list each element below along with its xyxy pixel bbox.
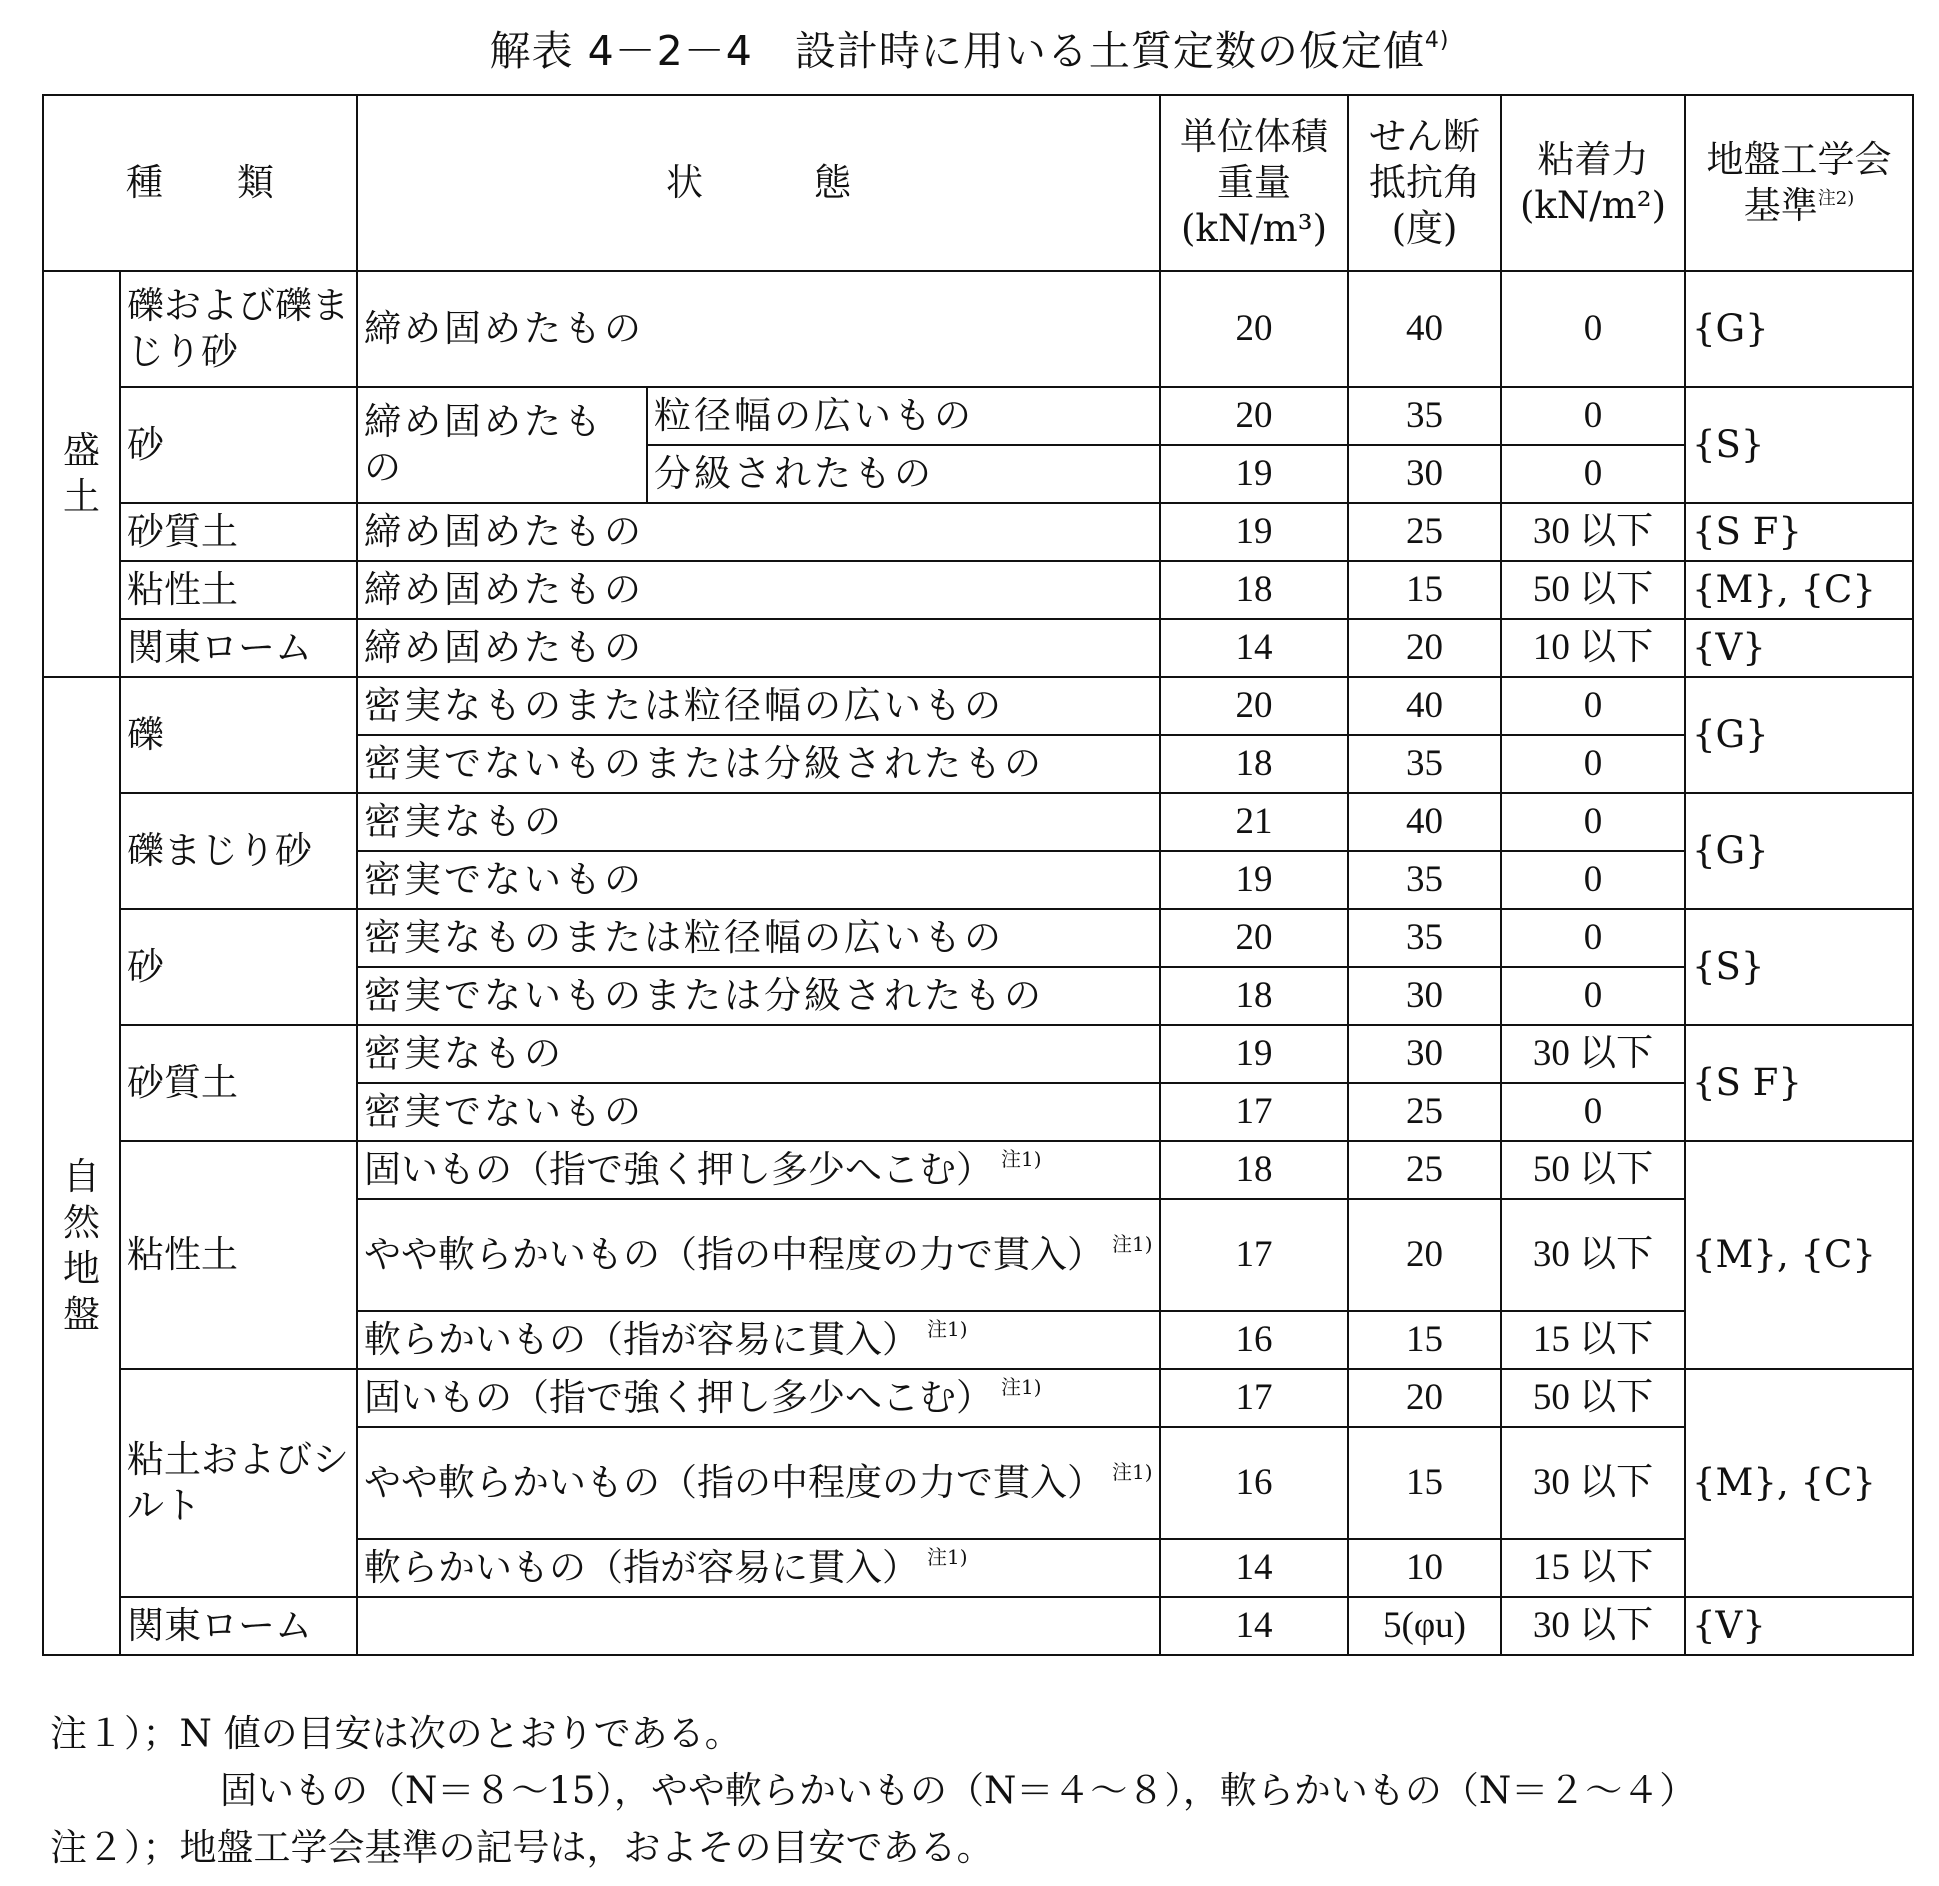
soil-state: 締め固めたもの: [357, 387, 647, 503]
shear-angle: 25: [1348, 503, 1501, 561]
unit-weight: 14: [1160, 1539, 1348, 1597]
soil-state: [357, 1141, 1160, 1199]
soil-state: 密実でないもの: [357, 1083, 1160, 1141]
header-type: 種 類: [43, 95, 357, 271]
soil-type: 粘土およびシルト: [120, 1369, 357, 1597]
cohesion: 15 以下: [1501, 1539, 1685, 1597]
header-cohesion: [1501, 95, 1685, 271]
jgs-symbol: {M}, {C}: [1685, 1141, 1913, 1369]
jgs-symbol: {S F}: [1685, 1025, 1913, 1141]
cohesion: 0: [1501, 735, 1685, 793]
soil-state: 締め固めたもの: [357, 561, 1160, 619]
unit-weight: 20: [1160, 387, 1348, 445]
jgs-symbol: {V}: [1685, 619, 1913, 677]
unit-weight: 19: [1160, 1025, 1348, 1083]
table-row: [43, 271, 1913, 387]
soil-state: 締め固めたもの: [357, 619, 1160, 677]
table-row: [43, 1597, 1913, 1655]
table-row: [43, 619, 1913, 677]
cohesion: 10 以下: [1501, 619, 1685, 677]
header-shear: [1348, 95, 1501, 271]
shear-angle: 15: [1348, 561, 1501, 619]
table-row: [43, 1141, 1913, 1199]
shear-angle: 40: [1348, 677, 1501, 735]
cohesion: 0: [1501, 1083, 1685, 1141]
soil-state-text: 軟らかいもの（指が容易に貫入）: [364, 1545, 919, 1589]
cohesion: 15 以下: [1501, 1311, 1685, 1369]
footnote-ref: 注1): [1001, 1374, 1042, 1399]
unit-weight: 19: [1160, 503, 1348, 561]
soil-type: 砂: [120, 387, 357, 503]
unit-weight: 17: [1160, 1369, 1348, 1427]
header-cohesion-unit: (kN/m²): [1519, 184, 1667, 227]
group-fill: 盛土: [43, 271, 120, 677]
table-row: [43, 1025, 1913, 1083]
shear-angle: 10: [1348, 1539, 1501, 1597]
soil-state-text: やや軟らかいもの（指の中程度の力で貫入）: [364, 1232, 1104, 1276]
header-unit-weight-label: 単位体積重量: [1180, 114, 1328, 204]
shear-angle: 35: [1348, 851, 1501, 909]
cohesion: 0: [1501, 967, 1685, 1025]
shear-angle: 35: [1348, 735, 1501, 793]
shear-angle: 20: [1348, 1369, 1501, 1427]
shear-angle: 30: [1348, 1025, 1501, 1083]
unit-weight: 18: [1160, 561, 1348, 619]
cohesion: 30 以下: [1501, 1025, 1685, 1083]
shear-angle: 25: [1348, 1141, 1501, 1199]
shear-angle: 20: [1348, 1199, 1501, 1311]
header-shear-label: せん断抵抗角: [1369, 114, 1480, 204]
unit-weight: 19: [1160, 445, 1348, 503]
soil-substate: 分級されたもの: [647, 445, 1160, 503]
table-row: [43, 503, 1913, 561]
header-jgs-note: 注2): [1817, 188, 1855, 209]
cohesion: 0: [1501, 445, 1685, 503]
jgs-symbol: {M}, {C}: [1685, 561, 1913, 619]
cohesion: 0: [1501, 851, 1685, 909]
unit-weight: 20: [1160, 909, 1348, 967]
soil-state: [357, 1539, 1160, 1597]
shear-angle: 25: [1348, 1083, 1501, 1141]
cohesion: 0: [1501, 387, 1685, 445]
soil-state: 密実なものまたは粒径幅の広いもの: [357, 909, 1160, 967]
soil-state: 締め固めたもの: [357, 503, 1160, 561]
jgs-symbol: {G}: [1685, 271, 1913, 387]
soil-type: 砂質土: [120, 1025, 357, 1141]
soil-type: 砂質土: [120, 503, 357, 561]
shear-angle: 30: [1348, 445, 1501, 503]
unit-weight: 20: [1160, 677, 1348, 735]
table-row: [43, 793, 1913, 851]
soil-type: 関東ローム: [120, 619, 357, 677]
header-shear-unit: (度): [1391, 207, 1458, 251]
footnote-ref: 注1): [927, 1316, 968, 1341]
jgs-symbol: {S F}: [1685, 503, 1913, 561]
cohesion: 50 以下: [1501, 1369, 1685, 1427]
footnote-ref: 注1): [1112, 1459, 1153, 1484]
soil-state: 密実でないものまたは分級されたもの: [357, 967, 1160, 1025]
unit-weight: 16: [1160, 1311, 1348, 1369]
soil-constants-table: [42, 94, 1914, 1656]
unit-weight: 21: [1160, 793, 1348, 851]
jgs-symbol: {G}: [1685, 677, 1913, 793]
footnotes: [50, 1705, 1696, 1876]
table-row: [43, 909, 1913, 967]
soil-state-text: 固いもの（指で強く押し多少へこむ）: [364, 1147, 993, 1191]
soil-state-text: 固いもの（指で強く押し多少へこむ）: [364, 1375, 993, 1419]
jgs-symbol: {M}, {C}: [1685, 1369, 1913, 1597]
soil-state: [357, 1311, 1160, 1369]
cohesion: 30 以下: [1501, 503, 1685, 561]
header-jgs-label: 地盤工学会基準: [1706, 137, 1892, 227]
shear-angle: 15: [1348, 1311, 1501, 1369]
soil-type: 粘性土: [120, 561, 357, 619]
soil-substate: 粒径幅の広いもの: [647, 387, 1160, 445]
soil-state-text: やや軟らかいもの（指の中程度の力で貫入）: [364, 1460, 1104, 1504]
shear-angle: 35: [1348, 909, 1501, 967]
soil-type: 粘性土: [120, 1141, 357, 1369]
soil-state: 密実でないもの: [357, 851, 1160, 909]
header-state: 状 態: [357, 95, 1160, 271]
soil-type: 礫および礫まじり砂: [120, 271, 357, 387]
header-unit-weight-unit: (kN/m³): [1180, 207, 1328, 251]
soil-state-text: 軟らかいもの（指が容易に貫入）: [364, 1317, 919, 1361]
header-jgs: [1685, 95, 1913, 271]
footnote-1: 注１）；N 値の目安は次のとおりである。: [50, 1712, 742, 1755]
soil-state: [357, 1199, 1160, 1311]
unit-weight: 14: [1160, 619, 1348, 677]
header-row: [43, 95, 1913, 271]
group-natural: 自然地盤: [43, 677, 120, 1655]
soil-state: 密実なもの: [357, 793, 1160, 851]
soil-type: 関東ローム: [120, 1597, 357, 1655]
unit-weight: 19: [1160, 851, 1348, 909]
unit-weight: 17: [1160, 1199, 1348, 1311]
soil-state: [357, 1369, 1160, 1427]
cohesion: 0: [1501, 271, 1685, 387]
table-row: [43, 1369, 1913, 1427]
unit-weight: 17: [1160, 1083, 1348, 1141]
table-title-text: 解表 4－2－4 設計時に用いる土質定数の仮定値: [489, 27, 1425, 75]
cohesion: 30 以下: [1501, 1597, 1685, 1655]
shear-angle: 40: [1348, 793, 1501, 851]
shear-angle: 40: [1348, 271, 1501, 387]
jgs-symbol: {V}: [1685, 1597, 1913, 1655]
cohesion: 30 以下: [1501, 1199, 1685, 1311]
jgs-symbol: {G}: [1685, 793, 1913, 909]
soil-state: [357, 1427, 1160, 1539]
table-row: [43, 677, 1913, 735]
soil-state: 締め固めたもの: [357, 271, 1160, 387]
table-row: [43, 387, 1913, 445]
soil-state: 密実なものまたは粒径幅の広いもの: [357, 677, 1160, 735]
shear-angle: 20: [1348, 619, 1501, 677]
cohesion: 50 以下: [1501, 1141, 1685, 1199]
footnote-ref: 注1): [927, 1544, 968, 1569]
unit-weight: 16: [1160, 1427, 1348, 1539]
soil-type: 砂: [120, 909, 357, 1025]
unit-weight: 18: [1160, 735, 1348, 793]
shear-angle: 5(φu): [1348, 1597, 1501, 1655]
shear-angle: 35: [1348, 387, 1501, 445]
title-reference: 4): [1424, 28, 1450, 53]
soil-type: 礫まじり砂: [120, 793, 357, 909]
footnote-2: 注２）；地盤工学会基準の記号は，およその目安である。: [50, 1826, 994, 1869]
footnote-1-detail: 固いもの（N＝８～15），やや軟らかいもの（N＝４～８），軟らかいもの（N＝２～４）: [220, 1769, 1697, 1812]
cohesion: 0: [1501, 909, 1685, 967]
table-title: [0, 18, 1939, 77]
cohesion: 30 以下: [1501, 1427, 1685, 1539]
soil-type: 礫: [120, 677, 357, 793]
jgs-symbol: {S}: [1685, 909, 1913, 1025]
cohesion: 0: [1501, 677, 1685, 735]
header-cohesion-label: 粘着力: [1537, 137, 1649, 181]
footnote-ref: 注1): [1112, 1231, 1153, 1256]
header-unit-weight: [1160, 95, 1348, 271]
cohesion: 50 以下: [1501, 561, 1685, 619]
unit-weight: 18: [1160, 1141, 1348, 1199]
footnote-ref: 注1): [1001, 1146, 1042, 1171]
jgs-symbol: {S}: [1685, 387, 1913, 503]
soil-state: 密実でないものまたは分級されたもの: [357, 735, 1160, 793]
soil-state: 密実なもの: [357, 1025, 1160, 1083]
shear-angle: 15: [1348, 1427, 1501, 1539]
shear-angle: 30: [1348, 967, 1501, 1025]
cohesion: 0: [1501, 793, 1685, 851]
unit-weight: 14: [1160, 1597, 1348, 1655]
soil-state: [357, 1597, 1160, 1655]
table-row: [43, 561, 1913, 619]
unit-weight: 20: [1160, 271, 1348, 387]
unit-weight: 18: [1160, 967, 1348, 1025]
